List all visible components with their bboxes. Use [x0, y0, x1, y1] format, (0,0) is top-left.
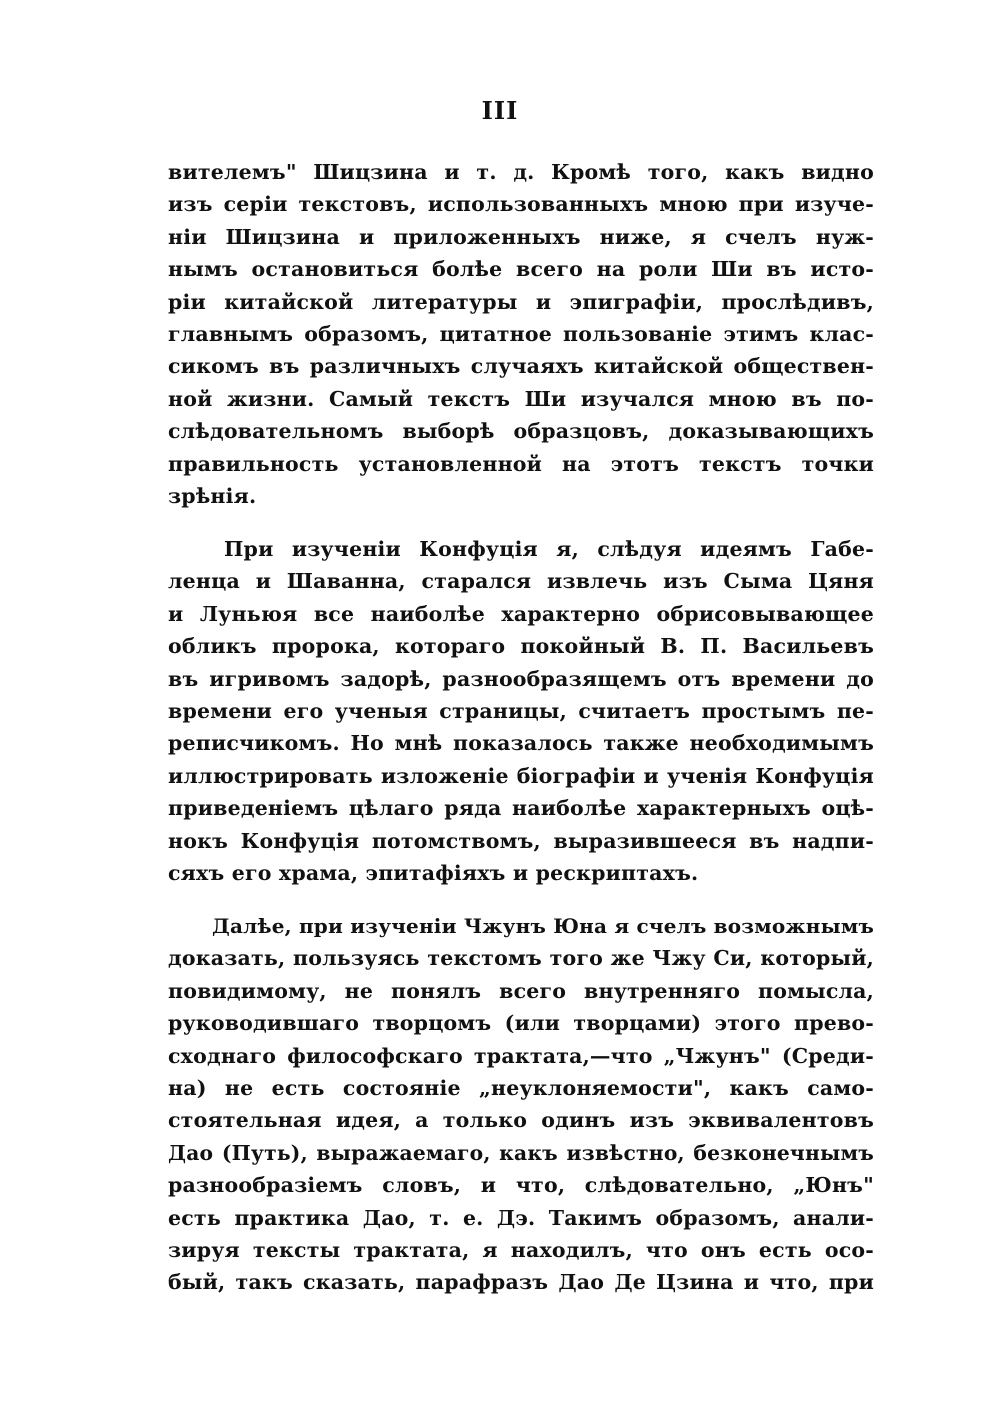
- text-line: иллюстрировать изложеніе біографіи и ученія Конфуція: [168, 763, 874, 788]
- text-line: въ игривомъ задорѣ, разнообразящемъ отъ времени до: [168, 666, 874, 691]
- text-line: на) не есть состояніе „неуклоняемости", какъ само-: [168, 1075, 874, 1100]
- text-line: При изученіи Конфуція я, слѣдуя идеямъ Габе-: [224, 537, 874, 561]
- text-line: ленца и Шаванна, старался извлечь изъ Сыма Цяня: [168, 569, 874, 594]
- paragraph-1: [168, 156, 874, 512]
- text-line: обликъ пророка, котораго покойный В. П. Васильевъ: [168, 634, 874, 659]
- text-line: ріи китайской литературы и эпиграфіи, прослѣдивъ,: [168, 289, 874, 314]
- text-line: нокъ Конфуція потомствомъ, выразившееся въ надпи-: [168, 828, 874, 853]
- text-line: сходнаго философскаго трактата,—что „Чжунъ" (Среди-: [168, 1043, 874, 1068]
- text-line: зрѣнія.: [168, 483, 257, 508]
- paragraph-2: [168, 533, 874, 889]
- text-line: сикомъ въ различныхъ случаяхъ китайской обществен-: [168, 354, 874, 379]
- text-line: реписчикомъ. Но мнѣ показалось также необходимымъ: [168, 731, 874, 756]
- text-line: приведеніемъ цѣлаго ряда наиболѣе характерныхъ оцѣ-: [168, 796, 874, 821]
- text-line: повидимому, не понялъ всего внутренняго помысла,: [168, 978, 874, 1003]
- text-line: вителемъ" Шицзина и т. д. Кромѣ того, какъ видно: [168, 160, 874, 184]
- text-line: ніи Шицзина и приложенныхъ ниже, я счелъ нуж-: [168, 224, 874, 249]
- text-line: доказать, пользуясь текстомъ того же Чжу Си, который,: [168, 946, 874, 971]
- text-line: слѣдовательномъ выборѣ образцовъ, доказывающихъ: [168, 419, 874, 444]
- text-line: Дао (Путь), выражаемаго, какъ извѣстно, безконечнымъ: [168, 1140, 874, 1165]
- text-line: времени его ученыя страницы, считаетъ простымъ пе-: [168, 698, 874, 723]
- text-line: правильность установленной на этотъ текстъ точки: [168, 451, 874, 476]
- text-line: изъ серіи текстовъ, использованныхъ мною при изуче-: [168, 192, 874, 217]
- text-line: стоятельная идея, а только одинъ изъ эквивалентовъ: [168, 1108, 874, 1133]
- text-line: есть практика Дао, т. е. Дэ. Такимъ образомъ, анали-: [168, 1205, 874, 1230]
- text-line: и Луньюя все наиболѣе характерно обрисовывающее: [168, 601, 874, 626]
- text-line: сяхъ его храма, эпитафіяхъ и рескриптахъ.: [168, 860, 699, 885]
- text-line: зируя тексты трактата, я находилъ, что онъ есть осо-: [168, 1237, 874, 1262]
- page-number: III: [481, 96, 519, 125]
- text-line: нымъ остановиться болѣе всего на роли Ши въ исто-: [168, 257, 874, 282]
- text-line: бый, такъ сказать, парафразъ Дао Де Цзина и что, при: [168, 1270, 874, 1295]
- text-line: руководившаго творцомъ (или творцами) этого прево-: [168, 1011, 874, 1036]
- text-line: Далѣе, при изученіи Чжунъ Юна я счелъ возможнымъ: [212, 914, 874, 938]
- text-line: ной жизни. Самый текстъ Ши изучался мною въ по-: [168, 386, 874, 411]
- text-line: разнообразіемъ словъ, и что, слѣдовательно, „Юнъ": [168, 1173, 874, 1198]
- paragraph-3: [168, 910, 874, 1299]
- text-line: главнымъ образомъ, цитатное пользованіе этимъ клас-: [168, 321, 874, 346]
